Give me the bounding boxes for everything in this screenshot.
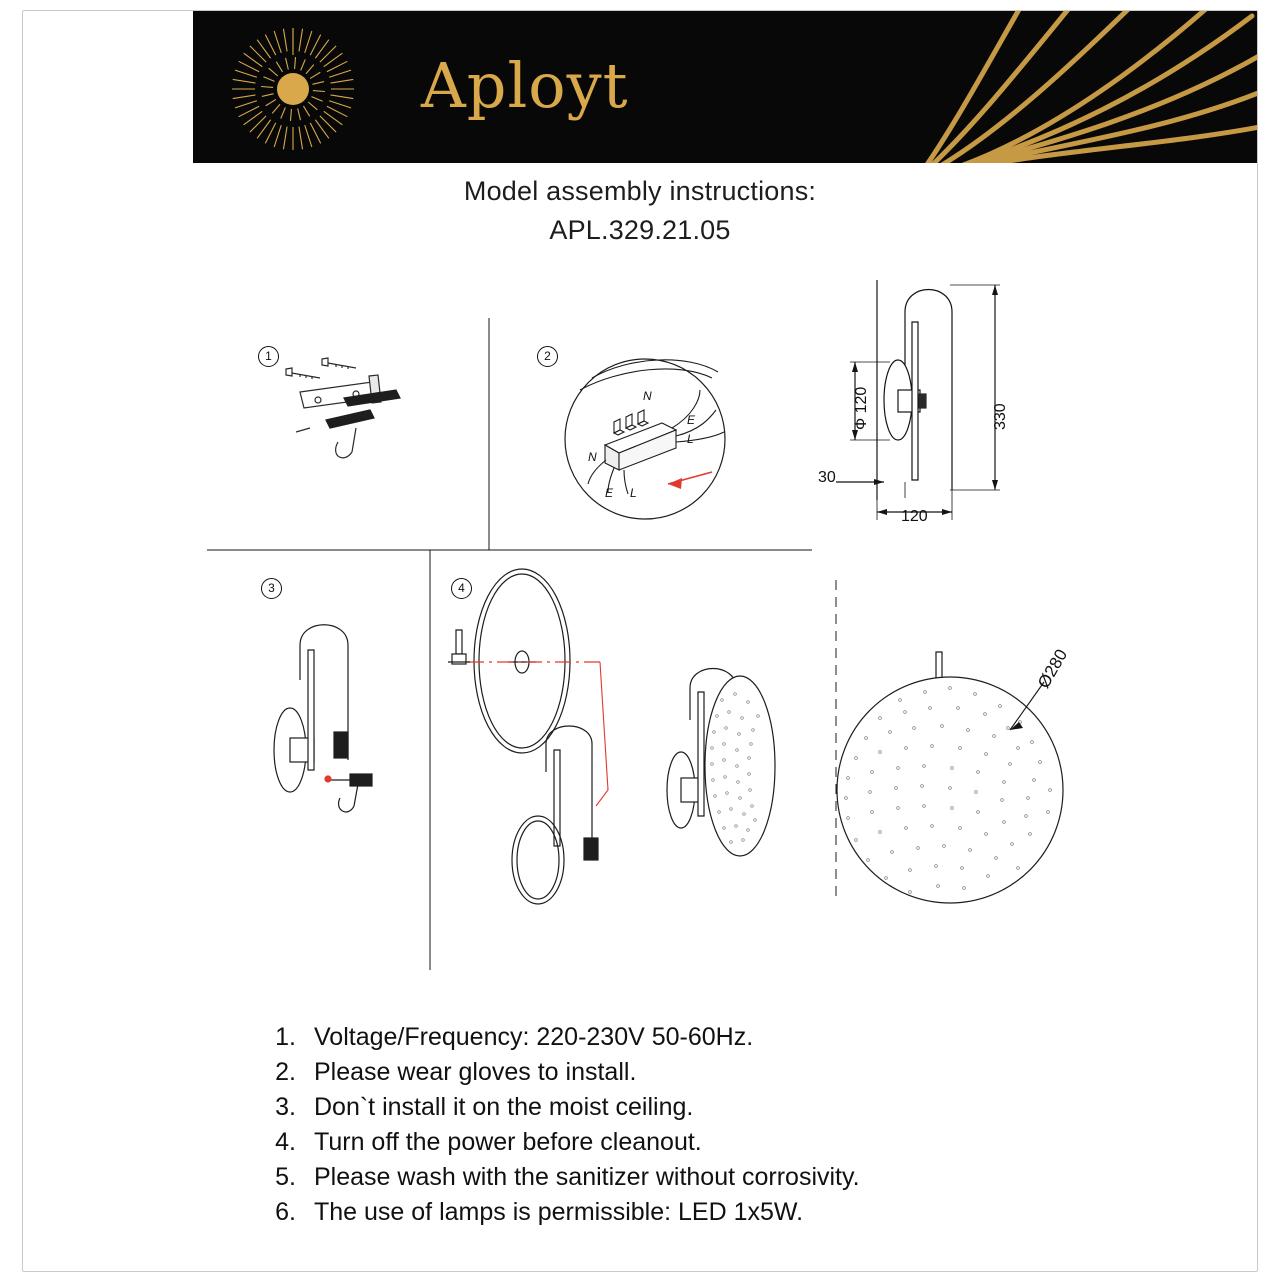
page-title bbox=[0, 176, 1280, 246]
note-text: Turn off the power before cleanout. bbox=[314, 1128, 702, 1156]
assembly-diagram-area bbox=[0, 250, 1280, 990]
dim-height-label: 330 bbox=[992, 403, 1009, 430]
dim-shade-diameter-label: Ø280 bbox=[1034, 645, 1072, 692]
title-model-number: APL.329.21.05 bbox=[549, 215, 731, 245]
diagram-svg bbox=[0, 250, 1280, 990]
shade-diameter-illustration bbox=[836, 580, 1063, 903]
note-index: 6. bbox=[275, 1198, 296, 1226]
sunburst-logo-icon bbox=[229, 25, 357, 153]
list-item bbox=[250, 1195, 1070, 1230]
note-index: 2. bbox=[275, 1058, 296, 1086]
dim-projection-label: 120 bbox=[901, 508, 928, 525]
step-3-badge: 3 bbox=[261, 578, 282, 599]
safety-notes-list bbox=[250, 1020, 1070, 1230]
wire-label-bottom-n: N bbox=[588, 450, 597, 464]
palm-fan-decor-icon bbox=[907, 11, 1257, 163]
step4-illustration bbox=[448, 569, 608, 904]
finished-product-illustration bbox=[667, 669, 775, 857]
header-banner bbox=[193, 11, 1257, 163]
list-item bbox=[250, 1020, 1070, 1055]
note-text: Please wash with the sanitizer without corrosivity. bbox=[314, 1163, 860, 1191]
note-index: 4. bbox=[275, 1128, 296, 1156]
note-text: Please wear gloves to install. bbox=[314, 1058, 637, 1086]
dim-depth-label: 30 bbox=[818, 469, 836, 486]
brand-wordmark: Aployt bbox=[421, 49, 629, 122]
step-4-badge: 4 bbox=[451, 578, 472, 599]
note-text: The use of lamps is permissible: LED 1x5W. bbox=[314, 1198, 804, 1226]
step2-illustration bbox=[565, 359, 725, 519]
title-main: Model assembly instructions: bbox=[463, 176, 817, 206]
note-text: Don`t install it on the moist ceiling. bbox=[314, 1093, 694, 1121]
step-1-badge: 1 bbox=[258, 346, 279, 367]
note-text: Voltage/Frequency: 220-230V 50-60Hz. bbox=[314, 1023, 754, 1051]
note-index: 1. bbox=[275, 1023, 296, 1051]
wire-label-top-l: L bbox=[687, 432, 694, 446]
dim-base-diameter-label: Ф 120 bbox=[853, 386, 870, 430]
step-2-badge: 2 bbox=[537, 346, 558, 367]
wire-label-bottom-e: E bbox=[605, 486, 614, 500]
note-index: 5. bbox=[275, 1163, 296, 1191]
step3-illustration bbox=[274, 625, 372, 812]
list-item bbox=[250, 1160, 1070, 1195]
step1-illustration bbox=[286, 358, 400, 458]
wire-label-top-n: N bbox=[643, 389, 652, 403]
list-item bbox=[250, 1125, 1070, 1160]
list-item bbox=[250, 1090, 1070, 1125]
wire-label-top-e: E bbox=[687, 413, 696, 427]
wire-label-bottom-l: L bbox=[630, 486, 637, 500]
list-item bbox=[250, 1055, 1070, 1090]
note-index: 3. bbox=[275, 1093, 296, 1121]
